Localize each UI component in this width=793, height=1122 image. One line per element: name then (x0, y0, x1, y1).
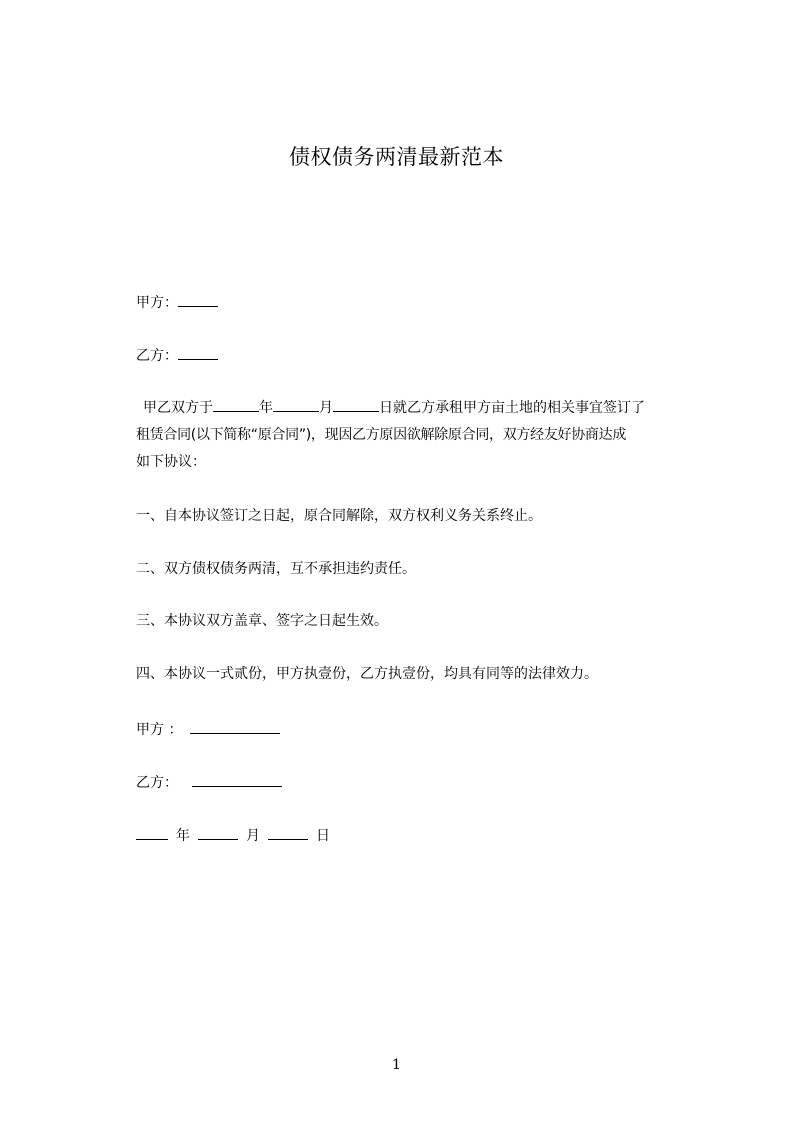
intro-row-1 (136, 395, 702, 422)
intro-day-blank (333, 397, 379, 412)
intro-suffix: 日就乙方承租甲方亩土地的相关事宜签订了 (379, 400, 645, 416)
intro-month: 月 (319, 400, 333, 416)
date-year-blank (136, 825, 168, 840)
party-b-label: 乙方： (136, 348, 178, 364)
sign-date (136, 825, 330, 846)
date-year: 年 (176, 828, 190, 844)
clause-2: 二、双方债权债务两清，互不承担违约责任。 (136, 561, 416, 577)
intro-prefix: 甲乙双方于 (143, 400, 213, 416)
party-a-line (136, 292, 218, 313)
intro-year: 年 (259, 400, 273, 416)
party-b-line (136, 345, 218, 366)
party-a-blank (178, 292, 218, 307)
sign-party-b-blank (192, 772, 282, 787)
date-month: 月 (246, 828, 260, 844)
intro-year-blank (213, 397, 259, 412)
party-a-label: 甲方： (136, 295, 178, 311)
date-month-blank (198, 825, 238, 840)
clause-1: 一、自本协议签订之日起，原合同解除，双方权利义务关系终止。 (136, 508, 542, 524)
page-number: 1 (392, 1057, 401, 1073)
sign-party-b (136, 772, 282, 793)
sign-party-a-blank (190, 719, 280, 734)
party-b-blank (178, 345, 218, 360)
document-title: 债权债务两清最新范本 (289, 145, 504, 169)
clause-4: 四、本协议一式贰份，甲方执壹份，乙方执壹份，均具有同等的法律效力。 (136, 666, 598, 682)
date-day: 日 (316, 828, 330, 844)
sign-party-a (136, 719, 280, 740)
clause-3: 三、本协议双方盖章、签字之日起生效。 (136, 613, 388, 629)
intro-paragraph (136, 395, 702, 476)
intro-row-3: 如下协议： (136, 454, 206, 470)
intro-row-2: 租赁合同(以下简称“原合同”)，现因乙方原因欲解除原合同，双方经友好协商达成 (136, 427, 627, 443)
intro-month-blank (273, 397, 319, 412)
sign-party-a-label: 甲方 ： (136, 722, 183, 738)
date-day-blank (268, 825, 308, 840)
sign-party-b-label: 乙方： (136, 775, 178, 791)
